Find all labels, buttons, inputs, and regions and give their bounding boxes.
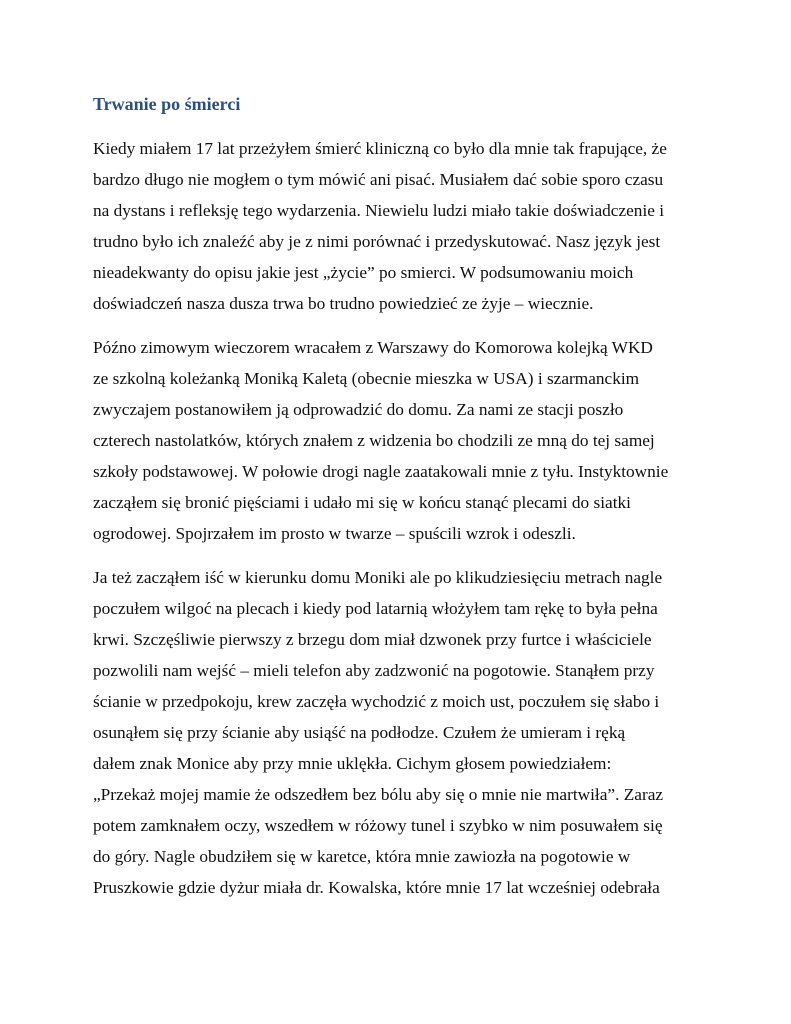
text-line: dałem znak Monice aby przy mnie uklękła. Cichym głosem powiedziałem: <box>93 754 612 773</box>
text-line: Kiedy miałem 17 lat przeżyłem śmierć kliniczną co było dla mnie tak frapujące, że <box>93 139 667 158</box>
text-line: do góry. Nagle obudziłem się w karetce, która mnie zawiozła na pogotowie w <box>93 847 631 866</box>
text-line: poczułem wilgoć na plecach i kiedy pod latarnią włożyłem tam rękę to była pełna <box>93 599 658 618</box>
paragraph-1 <box>93 133 705 319</box>
text-line: ogrodowej. Spojrzałem im prosto w twarze – spuścili wzrok i odeszli. <box>93 524 576 543</box>
text-line: trudno było ich znaleźć aby je z nimi porównać i przedyskutować. Nasz język jest <box>93 232 661 251</box>
text-line: pozwolili nam wejść – mieli telefon aby zadzwonić na pogotowie. Stanąłem przy <box>93 661 655 680</box>
text-line: doświadczeń nasza dusza trwa bo trudno powiedzieć ze żyje – wiecznie. <box>93 294 594 313</box>
text-line: ścianie w przedpokoju, krew zaczęła wychodzić z moich ust, poczułem się słabo i <box>93 692 660 711</box>
text-line: szkoły podstawowej. W połowie drogi nagle zaatakowali mnie z tyłu. Instyktownie <box>93 462 669 481</box>
text-line: ze szkolną koleżanką Moniką Kaletą (obecnie mieszka w USA) i szarmanckim <box>93 369 640 388</box>
text-line: krwi. Szczęśliwie pierwszy z brzegu dom miał dzwonek przy furtce i właściciele <box>93 630 652 649</box>
text-line: osunąłem się przy ścianie aby usiąść na podłodze. Czułem że umieram i ręką <box>93 723 626 742</box>
document-body <box>93 91 705 916</box>
text-line: Ja też zacząłem iść w kierunku domu Moniki ale po klikudziesięciu metrach nagle <box>93 568 663 587</box>
text-line: na dystans i refleksję tego wydarzenia. Niewielu ludzi miało takie doświadczenie i <box>93 201 665 220</box>
text-line: czterech nastolatków, których znałem z widzenia bo chodzili ze mną do tej samej <box>93 431 655 450</box>
text-line: zacząłem się bronić pięściami i udało mi się w końcu stanąć plecami do siatki <box>93 493 631 512</box>
text-line: Późno zimowym wieczorem wracałem z Warszawy do Komorowa kolejką WKD <box>93 338 653 357</box>
text-line: „Przekaż mojej mamie że odszedłem bez bólu aby się o mnie nie martwiła”. Zaraz <box>93 785 664 804</box>
text-line: zwyczajem postanowiłem ją odprowadzić do domu. Za nami ze stacji poszło <box>93 400 624 419</box>
text-line: nieadekwanty do opisu jakie jest „życie” po smierci. W podsumowaniu moich <box>93 263 634 282</box>
text-line: Pruszkowie gdzie dyżur miała dr. Kowalska, które mnie 17 lat wcześniej odebrała <box>93 878 660 897</box>
paragraph-3 <box>93 562 705 903</box>
text-line: potem zamknałem oczy, wszedłem w różowy tunel i szybko w nim posuwałem się <box>93 816 663 835</box>
text-line: bardzo długo nie mogłem o tym mówić ani pisać. Musiałem dać sobie sporo czasu <box>93 170 664 189</box>
paragraph-2 <box>93 332 705 549</box>
page-title: Trwanie po śmierci <box>93 94 241 114</box>
